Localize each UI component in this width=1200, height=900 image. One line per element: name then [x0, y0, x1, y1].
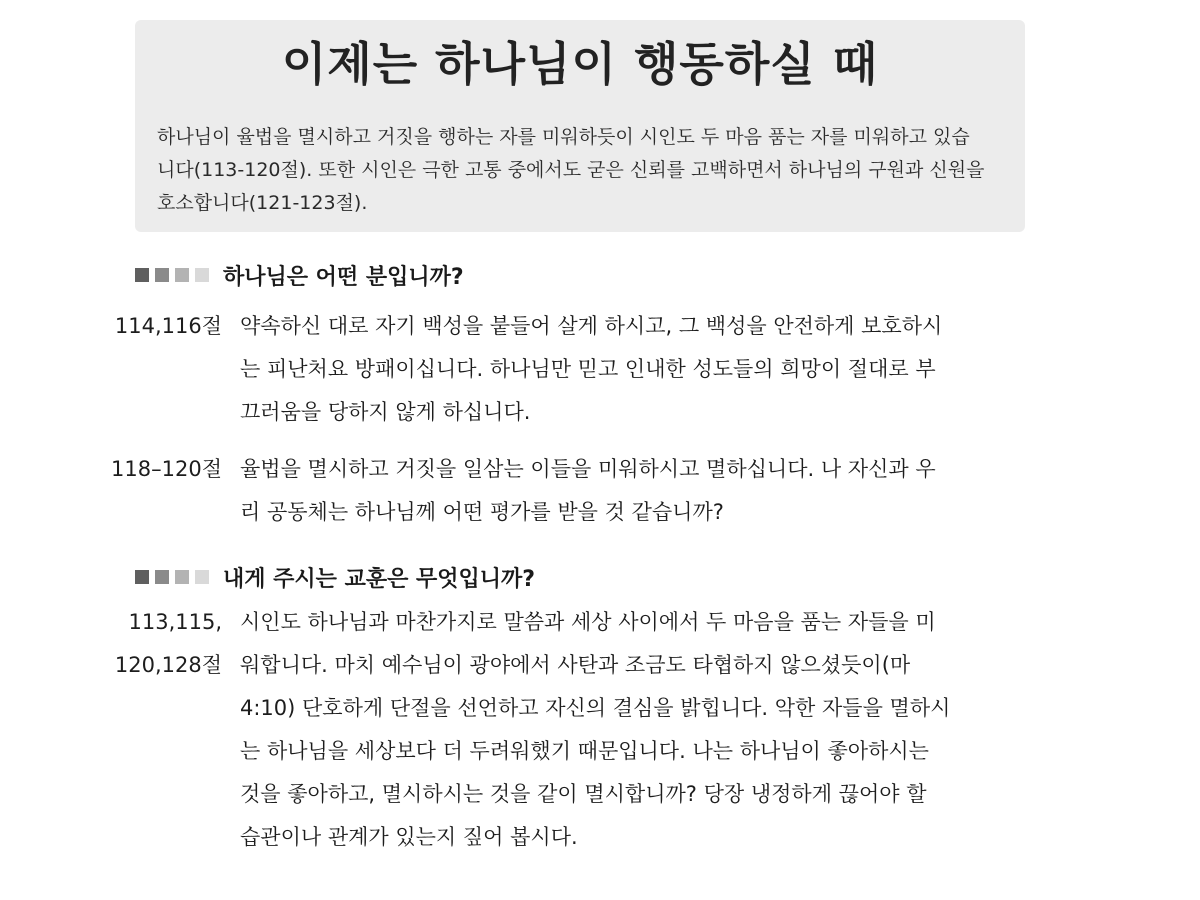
verse-reference: 114,116절 [114, 314, 222, 338]
verse-commentary: 시인도 하나님과 마찬가지로 말씀과 세상 사이에서 두 마음을 품는 자들을 미 워합니다. 마치 예수님이 광야에서 사탄과 조금도 타협하지 않으셨듯이(마 4:10) 단호하게 단절을 선언하고 자신의 결심을 밝힙니다. 악한 자들을 멸하시 는 하나님을 세상보다 더 두려워했기 때문입니다. 나는 하나님이 좋아하시는 것을 좋아하고, 멸시하시는 것을 같이 멸시합니까? 당장 냉정하게 끊어야 할 습관이나 관계가 있는지 짚어 봅시다. [240, 610, 951, 849]
bullet-squares-icon [135, 570, 209, 584]
section-title: 내게 주시는 교훈은 무엇입니까? [223, 566, 536, 592]
intro-line: 니다(113-120절). 또한 시인은 극한 고통 중에서도 굳은 신뢰를 고백하면서 하나님의 구원과 신원을 [157, 159, 985, 181]
section-heading-who-is-god [135, 258, 464, 292]
intro-line: 호소합니다(121-123절). [157, 192, 368, 214]
verse-commentary: 약속하신 대로 자기 백성을 붙들어 살게 하시고, 그 백성을 안전하게 보호하시 는 피난처요 방패이십니다. 하나님만 믿고 인내한 성도들의 희망이 절대로 부 끄러움을 당하지 않게 하십니다. [240, 314, 943, 424]
verse-reference: 118–120절 [111, 457, 222, 481]
intro-paragraph [157, 121, 1003, 220]
summary-box [135, 20, 1025, 232]
section-title: 하나님은 어떤 분입니까? [223, 264, 464, 290]
intro-line: 하나님이 율법을 멸시하고 거짓을 행하는 자를 미워하듯이 시인도 두 마음 품는 자를 미워하고 있습 [157, 126, 970, 148]
verse-commentary: 율법을 멸시하고 거짓을 일삼는 이들을 미워하시고 멸하십니다. 나 자신과 우 리 공동체는 하나님께 어떤 평가를 받을 것 같습니까? [240, 457, 936, 524]
bullet-squares-icon [135, 268, 209, 282]
section-heading-lesson [135, 560, 535, 594]
verse-reference: 113,115, 120,128절 [114, 610, 222, 677]
page-title: 이제는 하나님이 행동하실 때 [281, 37, 879, 91]
